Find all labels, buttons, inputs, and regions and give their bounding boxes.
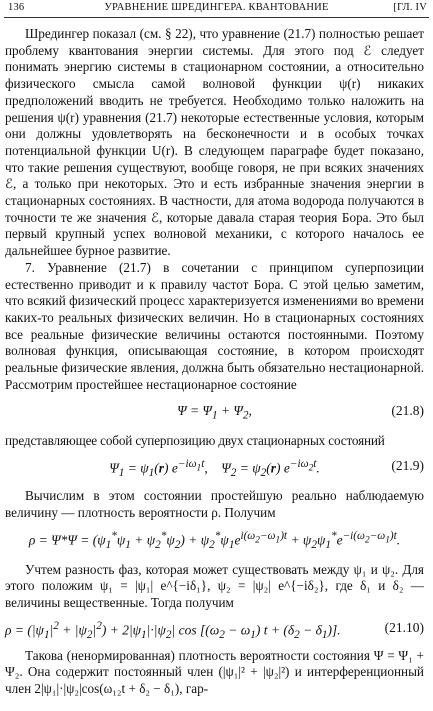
running-header <box>4 2 429 18</box>
equation-rho-expression: $\rho = \Psi*\Psi = (\psi_1^*\psi_1 + \psi_2^*\psi_2) + \psi_2^*\psi_1e^{i(\omega_2-\omega_1)t} + \psi_2\psi_1^*e^{-i(\omega_2-\omega_1)t}$. <box>28 529 401 551</box>
paragraph-5: Учтем разность фаз, которая может существовать между ψ₁ и ψ₂. Для этого положим ψ₁ = |ψ₁| e^{−iδ₁}, ψ₂ = |ψ₂| e^{−iδ₂}, где δ₁ и δ₂ — величины вещественные. Тогда получим <box>5 561 424 610</box>
chapter-label: [ГЛ. IV <box>393 2 427 13</box>
equation-21-9 <box>5 458 424 480</box>
equation-21-10 <box>5 620 424 642</box>
paragraph-3: представляющее собой суперпозицию двух стационарных состояний <box>5 433 385 449</box>
equation-21-9-number: (21.9) <box>391 458 424 474</box>
equation-21-8-number: (21.8) <box>391 403 424 419</box>
paragraph-1: Шредингер показал (см. § 22), что уравнение (21.7) полностью решает проблему квантования энергии системы. Для этого под ℰ следует понимать энергию системы в стационарном состоянии, а относительно физического смысла самой волновой функции ψ(r) никаких предположений вводить не требуется. Необходимо только наложить на решения ψ(r) уравнения (21.7) некоторые естественные условия, которым они должны удовлетворять на бесконечности и в особых точках потенциальной функции U(r). В следующем параграфе будет показано, что такие решения существуют, вообще говоря, не при всяких значениях ℰ, а только при некоторых. Это и есть избранные значения энергии в стационарных состояниях. В частности, для атома водорода получаются в точности те же значения ℰ, которые давала старая теория Бора. Это был первый крупный успех волновой механики, с которого началось ее дальнейшее бурное развитие. <box>5 26 424 259</box>
paragraph-6: Такова (ненормированная) плотность вероятности состояния Ψ = Ψ₁ + Ψ₂. Она содержит постоянный член (|ψ₁|² + |ψ₂|²) и интерференционный член 2|ψ₁|·|ψ₂|cos(ω₁₂t + δ₂ − δ₁), гар- <box>5 647 424 697</box>
page-body <box>5 26 424 698</box>
paragraph-4: Вычислим в этом состоянии простейшую реально наблюдаемую величину — плотность вероятности ρ. Получим <box>5 488 424 520</box>
running-title: УРАВНЕНИЕ ШРЕДИНГЕРА. КВАНТОВАНИЕ <box>104 2 329 13</box>
equation-21-9-expression: $\Psi_1 = \psi_1(r)$ $e^{-i\omega_1t}$, $\Psi_2 = \psi_2(r)$ $e^{-i\omega_2t}$. <box>109 458 320 480</box>
header-rule <box>4 17 429 18</box>
equation-21-8-expression: $\Psi = \Psi_1 + \Psi_2$, <box>177 403 252 423</box>
equation-21-8 <box>5 403 424 425</box>
paragraph-2: 7. Уравнение (21.7) в сочетании с принципом суперпозиции естественно приводит и к правилу частот Бора. С этой целью заметим, что всякий физический процесс характеризуется изменениями во времени каких-то реальных физических величин. Но в стационарных состояниях все реальные физические величины остаются постоянными. Поэтому волновая функция, описывающая состояние, в котором происходят реальные физические явления, должна быть обязательно нестационарной. Рассмотрим простейшее нестационарное состояние <box>5 259 424 392</box>
page-number: 136 <box>8 2 25 13</box>
equation-21-10-expression: $\rho = (|\psi_1|^2 + |\psi_2|^2) + 2|\psi_1|\cdot|\psi_2|$ $\cos [(\omega_2 - \omega_1) t + (\delta_2 - \delta_1)]$. <box>5 619 341 641</box>
equation-rho <box>5 530 424 554</box>
equation-21-10-number: (21.10) <box>384 619 424 635</box>
